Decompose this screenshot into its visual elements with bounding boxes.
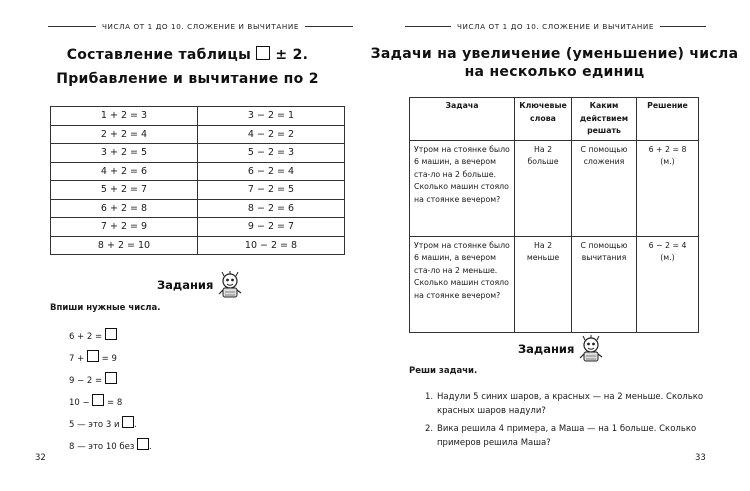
addition-fact: 3 + 2 = 5 xyxy=(51,144,198,163)
subtraction-fact: 8 − 2 = 6 xyxy=(198,199,345,218)
subtraction-fact: 3 − 2 = 1 xyxy=(198,107,345,126)
exercise-item xyxy=(69,372,117,386)
answer-box[interactable] xyxy=(122,416,134,428)
exercise-text: 7 + xyxy=(69,354,85,364)
addition-fact: 2 + 2 = 4 xyxy=(51,125,198,144)
column-header: Каким действием решать xyxy=(572,98,637,141)
tasks-heading-text: Задания xyxy=(518,342,575,356)
mascot-icon xyxy=(217,271,243,299)
exercise-text: 6 + 2 = xyxy=(69,332,103,342)
problem-number: 2. xyxy=(425,424,434,434)
tasks-heading-text: Задания xyxy=(157,278,214,292)
facts-table xyxy=(50,106,345,255)
keywords-cell: На 2 меньше xyxy=(515,236,572,332)
answer-box[interactable] xyxy=(137,438,149,450)
mascot-icon xyxy=(578,335,604,363)
page-number-left: 32 xyxy=(35,453,46,463)
tasks-heading-right xyxy=(518,335,604,363)
answer-box[interactable] xyxy=(105,328,117,340)
table-row xyxy=(51,107,345,126)
addition-fact: 6 + 2 = 8 xyxy=(51,199,198,218)
table-row xyxy=(51,144,345,163)
instruction-left: Впиши нужные числа. xyxy=(50,303,161,313)
running-head-text: ЧИСЛА ОТ 1 ДО 10. СЛОЖЕНИЕ И ВЫЧИТАНИЕ xyxy=(101,22,300,31)
addition-fact: 7 + 2 = 9 xyxy=(51,218,198,237)
empty-square-icon xyxy=(256,46,270,60)
addition-fact: 5 + 2 = 7 xyxy=(51,181,198,200)
running-head-text: ЧИСЛА ОТ 1 ДО 10. СЛОЖЕНИЕ И ВЫЧИТАНИЕ xyxy=(456,22,655,31)
problems-table xyxy=(409,97,699,333)
exercise-text: 5 — это 3 и xyxy=(69,420,120,430)
solution-cell: 6 + 2 = 8 (м.) xyxy=(637,140,699,236)
subtraction-fact: 5 − 2 = 3 xyxy=(198,144,345,163)
table-row xyxy=(51,162,345,181)
column-header: Ключевые слова xyxy=(515,98,572,141)
subtraction-fact: 6 − 2 = 4 xyxy=(198,162,345,181)
running-head-left xyxy=(0,22,375,31)
answer-box[interactable] xyxy=(87,350,99,362)
task-cell: Утром на стоянке было 6 машин, а вечером ста-ло на 2 меньше. Сколько машин стояло на стоянке вечером? xyxy=(410,236,515,332)
action-cell: С помощью вычитания xyxy=(572,236,637,332)
table-row xyxy=(51,125,345,144)
exercise-text: = 8 xyxy=(107,398,123,408)
subtraction-fact: 7 − 2 = 5 xyxy=(198,181,345,200)
header-rule xyxy=(660,26,706,27)
table-row xyxy=(410,140,699,236)
problem-text: Надули 5 синих шаров, а красных — на 2 меньше. Сколько красных шаров надули? xyxy=(437,392,704,416)
page-subtitle-right: на несколько единиц xyxy=(464,64,645,80)
exercise-item xyxy=(69,350,117,364)
instruction-right: Реши задачи. xyxy=(409,366,478,376)
exercise-text: 9 − 2 = xyxy=(69,376,103,386)
subtraction-fact: 10 − 2 = 8 xyxy=(198,236,345,255)
table-row xyxy=(51,199,345,218)
exercise-item xyxy=(69,416,137,430)
page-title-right: Задачи на увеличение (уменьшение) числа xyxy=(370,46,739,62)
addition-fact: 8 + 2 = 10 xyxy=(51,236,198,255)
column-header: Задача xyxy=(410,98,515,141)
addition-fact: 1 + 2 = 3 xyxy=(51,107,198,126)
title-part2: ± 2. xyxy=(275,47,309,63)
table-row xyxy=(51,181,345,200)
table-header-row xyxy=(410,98,699,141)
page-number-right: 33 xyxy=(695,453,706,463)
problem-item xyxy=(425,390,705,418)
problem-item xyxy=(425,422,705,450)
title-part1: Составление таблицы xyxy=(66,47,252,63)
exercise-item xyxy=(69,328,117,342)
solution-cell: 6 − 2 = 4 (м.) xyxy=(637,236,699,332)
column-header: Решение xyxy=(637,98,699,141)
action-cell: С помощью сложения xyxy=(572,140,637,236)
exercise-text: 10 − xyxy=(69,398,90,408)
exercise-text: . xyxy=(134,420,137,430)
problem-text: Вика решила 4 примера, а Маша — на 1 больше. Сколько примеров решила Маша? xyxy=(437,424,697,448)
problem-number: 1. xyxy=(425,392,434,402)
keywords-cell: На 2 больше xyxy=(515,140,572,236)
table-row xyxy=(410,236,699,332)
exercise-item xyxy=(69,438,152,452)
running-head-right xyxy=(375,22,750,31)
header-rule xyxy=(48,26,96,27)
exercise-text: 8 — это 10 без xyxy=(69,442,135,452)
page-title xyxy=(0,46,375,63)
tasks-heading-left xyxy=(157,271,243,299)
answer-box[interactable] xyxy=(92,394,104,406)
table-row xyxy=(51,236,345,255)
exercise-text: = 9 xyxy=(101,354,117,364)
header-rule xyxy=(405,26,451,27)
table-row xyxy=(51,218,345,237)
task-cell: Утром на стоянке было 6 машин, а вечером ста-ло на 2 больше. Сколько машин стояло на стоянке вечером? xyxy=(410,140,515,236)
subtraction-fact: 4 − 2 = 2 xyxy=(198,125,345,144)
exercise-text: . xyxy=(149,442,152,452)
page-subtitle: Прибавление и вычитание по 2 xyxy=(56,71,319,87)
exercise-item xyxy=(69,394,122,408)
header-rule xyxy=(305,26,353,27)
addition-fact: 4 + 2 = 6 xyxy=(51,162,198,181)
subtraction-fact: 9 − 2 = 7 xyxy=(198,218,345,237)
answer-box[interactable] xyxy=(105,372,117,384)
